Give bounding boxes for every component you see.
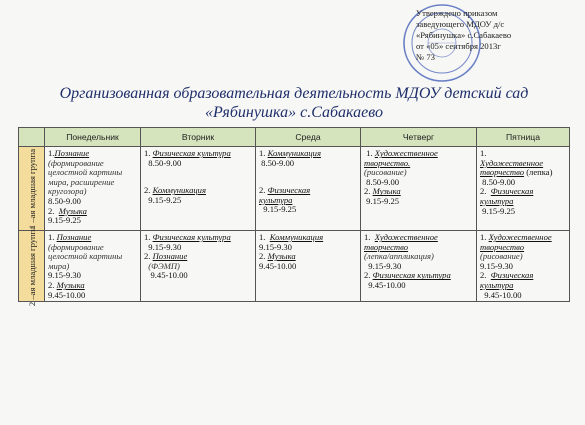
cell-line (259, 186, 358, 196)
group-name-cell (19, 147, 45, 231)
cell-text: 9.45-10.00 (48, 290, 86, 300)
cell-line (259, 159, 358, 169)
subject-name: Коммуникация (267, 149, 321, 158)
subject-name: творчество (480, 242, 525, 252)
cell-line (259, 205, 358, 215)
schedule-cell (141, 231, 256, 302)
cell-line (480, 168, 567, 178)
group-row (19, 147, 570, 231)
subject-name: творчество. (364, 158, 411, 168)
cell-line (480, 207, 567, 217)
subject-name: культура (480, 196, 514, 206)
title-line-2: «Рябинушка» с.Сабакаево (205, 104, 383, 121)
subject-note: мира, расширение (48, 177, 115, 187)
cell-line (144, 186, 253, 196)
subject-name: Художественное (374, 233, 438, 242)
header-day-monday: Понедельник (45, 128, 141, 147)
subject-name: Музыка (267, 252, 296, 262)
subject-name: Физическая (490, 187, 534, 197)
cell-line (480, 252, 567, 262)
cell-line (48, 271, 138, 281)
subject-note: (рисование) (364, 168, 407, 178)
cell-line (480, 291, 567, 301)
cell-text: 2. (48, 280, 57, 290)
cell-line (480, 243, 567, 253)
subject-note: (формирование (48, 242, 104, 252)
subject-note: целостной картины (48, 252, 123, 262)
cell-text: 1. (144, 149, 153, 158)
header-day-friday: Пятница (477, 128, 570, 147)
cell-text: 1. (364, 233, 375, 242)
cell-line (144, 159, 253, 169)
subject-name: Художественное (480, 158, 544, 168)
cell-text: 2. (144, 186, 153, 196)
schedule-cell (256, 231, 361, 302)
cell-line (144, 252, 253, 262)
approval-line: № 73 (416, 52, 435, 62)
cell-line (364, 243, 474, 253)
header-row (19, 128, 570, 147)
cell-line (259, 243, 358, 253)
cell-line (48, 178, 138, 188)
subject-name: творчество (480, 168, 525, 178)
cell-text: 2. (259, 186, 268, 196)
cell-line (48, 197, 138, 207)
cell-text: 9.15-9.25 (259, 205, 297, 215)
subject-name: Познание (54, 149, 90, 158)
cell-text: (лепка) (524, 168, 553, 178)
subject-name: Физическая (490, 271, 534, 281)
subject-note: мира) (48, 261, 70, 271)
cell-text: 1. (480, 233, 489, 242)
cell-text: 9.15-9.25 (480, 206, 516, 216)
cell-text: 9.15-9.30 (364, 261, 402, 271)
cell-text: 8.50-9.00 (259, 158, 295, 168)
subject-note: (формирование (48, 158, 104, 168)
cell-line (480, 187, 567, 197)
cell-text: 9.45-10.00 (144, 271, 188, 281)
cell-text: 9.45-10.00 (259, 261, 297, 271)
subject-name: Коммуникация (269, 233, 324, 242)
cell-text: 1. (480, 149, 487, 158)
cell-line (364, 159, 474, 169)
cell-line (48, 281, 138, 291)
cell-text: 9.15-9.30 (48, 271, 81, 281)
subject-name: Познание (56, 233, 92, 242)
subject-name: Музыка (372, 187, 401, 197)
cell-line (259, 262, 358, 272)
cell-line (48, 243, 138, 253)
cell-line (48, 187, 138, 197)
cell-line (144, 233, 253, 243)
cell-line (364, 149, 474, 159)
subject-name: Физическая культура (152, 233, 231, 242)
cell-text: 2. (480, 271, 491, 281)
cell-text: 1. (48, 149, 55, 158)
header-day-wednesday: Среда (256, 128, 361, 147)
subject-name: Художественное (488, 233, 552, 242)
subject-name: Физическая культура (372, 271, 451, 281)
cell-text: 9.15-9.30 (480, 261, 513, 271)
cell-text: 2. (259, 252, 268, 262)
approval-line: «Рябинушка» с.Сабакаево (416, 30, 512, 40)
cell-line (259, 149, 358, 159)
subject-note: (лепка/аппликация) (364, 252, 434, 262)
subject-name: Музыка (56, 280, 85, 290)
cell-text: 1. (259, 149, 268, 158)
cell-text: 9.45-10.00 (364, 280, 406, 290)
cell-text: 2. (364, 271, 373, 281)
cell-text: 9.15-9.25 (364, 196, 400, 206)
group-row (19, 231, 570, 302)
cell-text: 2. (144, 252, 153, 262)
cell-line (364, 262, 474, 272)
cell-text: 8.50-9.00 (364, 177, 400, 187)
header-day-tuesday: Вторник (141, 128, 256, 147)
cell-line (259, 196, 358, 206)
approval-line: от «05» сентября 2013г (416, 41, 501, 51)
cell-line (364, 197, 474, 207)
group-name-cell (19, 225, 45, 307)
group-name: 2 –ая младшая группа (26, 225, 37, 307)
approval-block (416, 8, 581, 63)
cell-line (480, 262, 567, 272)
schedule-cell (361, 231, 477, 302)
cell-text: 9.45-10.00 (480, 290, 522, 300)
cell-text: 1. (144, 233, 153, 242)
cell-text: 9.15-9.25 (48, 216, 81, 226)
page-title (40, 84, 548, 122)
cell-line (364, 271, 474, 281)
cell-text: 8.50-9.00 (144, 158, 182, 168)
cell-line (144, 243, 253, 253)
cell-line (48, 207, 138, 217)
schedule-cell (141, 147, 256, 231)
cell-line (259, 252, 358, 262)
cell-line (364, 233, 474, 243)
approval-line: Утверждено приказом (416, 8, 498, 18)
group-name: 1 –ая младшая группа (26, 148, 37, 229)
subject-name: Физическая (267, 186, 311, 196)
subject-note: (рисование) (480, 252, 523, 262)
title-line-1: Организованная образовательная деятельность МДОУ детский сад (59, 85, 529, 102)
cell-line (480, 178, 567, 188)
cell-line (480, 149, 567, 159)
cell-line (144, 271, 253, 281)
cell-line (48, 291, 138, 301)
schedule-cell (361, 147, 477, 231)
subject-name: творчество (364, 242, 409, 252)
cell-line (48, 252, 138, 262)
cell-text: 2. (480, 187, 491, 197)
subject-name: культура (480, 280, 514, 290)
subject-note: (ФЭМП) (144, 261, 180, 271)
subject-name: Познание (152, 252, 188, 262)
cell-text: 8.50-9.00 (480, 177, 516, 187)
subject-name: Музыка (58, 206, 87, 216)
cell-line (480, 271, 567, 281)
header-corner (19, 128, 45, 147)
cell-line (48, 216, 138, 226)
cell-text: 8.50-9.00 (48, 196, 81, 206)
cell-line (364, 168, 474, 178)
cell-line (364, 252, 474, 262)
cell-line (480, 197, 567, 207)
cell-text: 2. (48, 206, 59, 216)
approval-line: заведующего МДОУ д/с (416, 19, 505, 29)
schedule-cell (45, 231, 141, 302)
cell-line (48, 233, 138, 243)
cell-line (144, 149, 253, 159)
spacer (144, 177, 253, 186)
cell-line (364, 178, 474, 188)
cell-line (48, 159, 138, 169)
subject-name: культура (259, 195, 293, 205)
cell-text: 9.15-9.30 (144, 242, 182, 252)
cell-line (259, 233, 358, 243)
subject-note: целостной картины (48, 168, 123, 178)
cell-text: 9.15-9.30 (259, 242, 292, 252)
subject-note: кругозора) (48, 187, 87, 197)
spacer (259, 177, 358, 186)
cell-line (480, 159, 567, 169)
cell-text: 2. (364, 187, 373, 197)
cell-text: 1. (48, 233, 57, 242)
subject-name: Художественное (374, 149, 438, 158)
schedule-cell (45, 147, 141, 231)
cell-text: 9.15-9.25 (144, 195, 182, 205)
schedule-cell (477, 147, 570, 231)
cell-line (144, 262, 253, 272)
cell-line (364, 281, 474, 291)
header-day-thursday: Четверг (361, 128, 477, 147)
subject-name: Физическая культура (152, 149, 231, 158)
subject-name: Коммуникация (152, 186, 206, 196)
cell-line (144, 196, 253, 206)
cell-line (48, 149, 138, 159)
schedule-cell (256, 147, 361, 231)
spacer (144, 168, 253, 177)
cell-line (364, 187, 474, 197)
schedule-table (18, 127, 570, 307)
cell-line (48, 262, 138, 272)
cell-line (48, 168, 138, 178)
schedule-cell (477, 231, 570, 302)
cell-text: 1. (259, 233, 270, 242)
cell-line (480, 233, 567, 243)
spacer (259, 168, 358, 177)
cell-text: 1. (364, 149, 375, 158)
cell-line (480, 281, 567, 291)
